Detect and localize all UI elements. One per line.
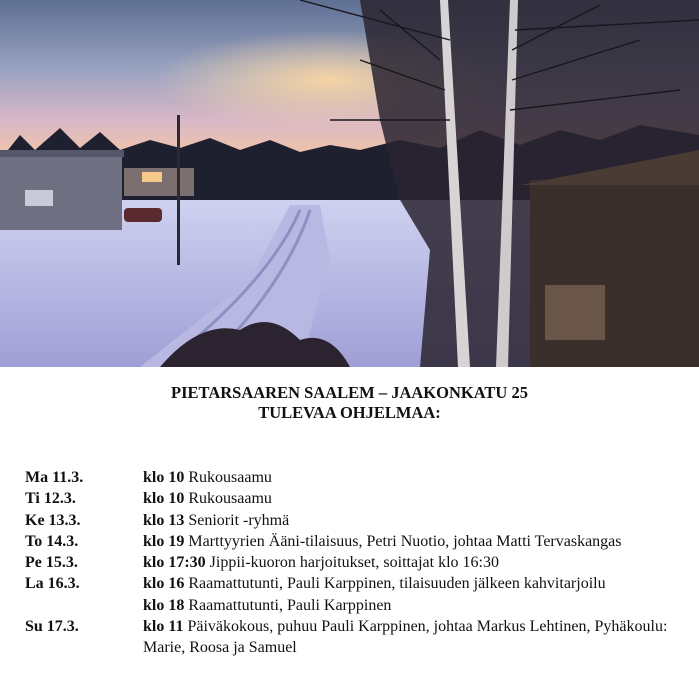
event-text: Rukousaamu xyxy=(184,490,272,508)
event-entry xyxy=(143,552,695,573)
event-time: klo 18 xyxy=(143,596,185,614)
day-label: To 14.3. xyxy=(25,532,79,550)
event-text: Seniorit -ryhmä xyxy=(184,511,290,529)
event-text: Päiväkokous, puhuu Pauli Karppinen, johtaa Markus Lehtinen, Pyhäkoulu: Marie, Roosa ja Samuel xyxy=(143,618,668,657)
event-text: Rukousaamu xyxy=(184,469,272,486)
event-time: klo 19 xyxy=(143,532,185,550)
event-text: Raamattutunti, Pauli Karppinen xyxy=(184,596,392,614)
day-label: Su 17.3. xyxy=(25,618,79,636)
page-heading xyxy=(0,383,699,423)
event-entry xyxy=(143,573,695,594)
day-label: La 16.3. xyxy=(25,575,80,593)
schedule-row xyxy=(25,573,695,616)
event-text: Marttyyrien Ääni-tilaisuus, Petri Nuotio, johtaa Matti Tervaskangas xyxy=(184,532,622,550)
event-entry xyxy=(143,531,695,552)
event-time: klo 17:30 xyxy=(143,554,206,572)
event-time: klo 10 xyxy=(143,490,185,508)
schedule-row xyxy=(25,616,695,659)
schedule-list xyxy=(25,467,695,659)
schedule-row xyxy=(25,531,695,552)
schedule-row xyxy=(25,488,695,509)
day-label: Ma 11.3. xyxy=(25,469,84,486)
event-entry xyxy=(143,616,695,659)
event-text: Raamattutunti, Pauli Karppinen, tilaisuuden jälkeen kahvitarjoilu xyxy=(184,575,606,593)
heading-line-2: TULEVAA OHJELMAA: xyxy=(258,403,441,422)
event-time: klo 11 xyxy=(143,618,184,636)
event-entry xyxy=(143,595,695,616)
event-time: klo 16 xyxy=(143,575,185,593)
event-time: klo 13 xyxy=(143,511,185,529)
day-label: Ke 13.3. xyxy=(25,511,81,529)
event-text: Jippii-kuoron harjoitukset, soittajat klo 16:30 xyxy=(205,554,499,572)
day-label: Pe 15.3. xyxy=(25,554,78,572)
event-entry xyxy=(143,467,695,488)
event-entry xyxy=(143,510,695,531)
schedule-row xyxy=(25,510,695,531)
schedule-row xyxy=(25,467,695,488)
event-entry xyxy=(143,488,695,509)
heading-line-1: PIETARSAAREN SAALEM – JAAKONKATU 25 xyxy=(171,383,528,402)
event-time: klo 10 xyxy=(143,469,185,486)
schedule-row xyxy=(25,552,695,573)
day-label: Ti 12.3. xyxy=(25,490,76,508)
